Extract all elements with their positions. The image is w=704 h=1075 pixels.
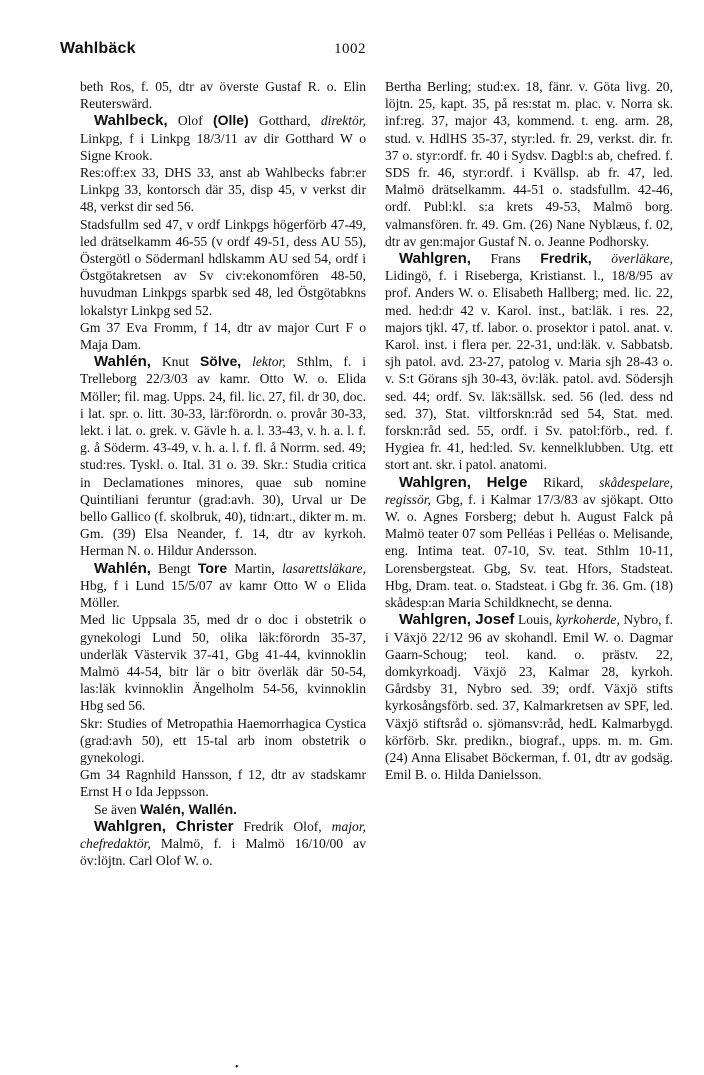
entry-call-name: (Olle)	[212, 112, 249, 129]
entry-wahlgren-helge	[385, 474, 673, 612]
entry-title: major, chefredaktör,	[80, 818, 366, 851]
entry-text: Sthlm, f. i Trelleborg 22/3/03 av kamr. Otto W. o. Elida Möller; fil. mag. Upps. 24, fil. lic. 27, fil. dr 30, doc. i lat. spr. o. litt. 30-33, lär:förordn. o. provår 30-33, lekt. i lat. o. grek. v. Gävle h. a. l. 33-43, v. h. a. l. f. g. å Söderm. 43-49, v. h. a. l. f. fl. å Norrm. sed. 49; stud:res. Tyskl. o. Ital. 31 o. 39. Skr.: Studia critica in Declamationes minores, quae sub nomine Quintiliani feruntur (grad:avh. 30), Urval ur De bello Gallico (f. skolbruk, 40), tidn:art., dikter m. m. Gm. (39) Elsa Neander, f. 14, dtr av kyrkoh. Herman N. o. Hildur Andersson.	[80, 354, 367, 559]
entry-text: beth Ros, f. 05, dtr av överste Gustaf R. o. Elin Reuterswärd.	[80, 79, 366, 112]
entry-text: Linkpg, f i Linkpg 18/3/11 av dir Gotthard W o Signe Krook.	[80, 130, 366, 163]
entry-wahlen-knut	[80, 353, 366, 559]
page-number: 1002	[334, 41, 366, 57]
page-header	[60, 40, 640, 64]
entry-given-name: Olof	[177, 113, 203, 129]
entry-surname: Wahlgren,	[399, 250, 471, 268]
entry-text: Hbg, f i Lund 15/5/07 av kamr Otto W o Elida Möller.	[80, 577, 366, 611]
footer-mark: •	[235, 1062, 239, 1073]
entry-title: skådespelare, regissör,	[385, 474, 674, 507]
entry-wahlgren-christer	[80, 818, 366, 870]
entry-paragraph: Stadsfullm sed 47, v ordf Linkpgs högerförb 47-49, led drätselkamm 46-55 (v ordf 49-51, dess AU 55), Östergötl o Södermanl hdlskamm AU sed 54, ordf i Östgötakretsen av Sv civ:ekonomfören 48-50, huvudman Linkpgs sparbk sed 48, led Östgötabkns lokalstyr Linkpg sed 52.	[80, 216, 366, 318]
entry-call-name: Sölve,	[199, 353, 242, 370]
entry-given-name: Bengt	[158, 560, 191, 576]
entry-continuation	[80, 78, 366, 112]
see-also-prefix: Se även	[94, 801, 137, 817]
entry-text: Fredrik Olof,	[243, 818, 322, 834]
entry-surname: Wahlgren, Josef	[399, 611, 515, 629]
see-also-names: Walén, Wallén.	[140, 800, 238, 817]
entry-call-name: Tore	[197, 559, 228, 576]
entry-title: lasarettsläkare,	[282, 560, 366, 576]
running-head: Wahlbäck	[60, 40, 136, 57]
entry-paragraph: Gm 37 Eva Fromm, f 14, dtr av major Curt F o Maja Dam.	[80, 319, 366, 353]
entry-continuation: Bertha Berling; stud:ex. 18, fänr. v. Göta livg. 20, löjtn. 25, kapt. 35, på res:stat m. plac. v. Norra sk. inf:reg. 37, major 43, kommend. t. eng. arm. 28, stud. v. HdlHS 35-37, styr:led. fr. 29, verkst. dir. fr. 37 o. styr:ordf. fr. 40 i Sydsv. Dagbl:s ab, chefred. f. SDS fr. 46, styr:ordf. i Kvällsp. ab fr. 47, led. Malmö drätselkamm. 44-51 o. stadsfullm. 42-46, ordf. Publ:kl. s:a krets 49-53, Malmö borg. valmansfören. fr. 49. Gm. (26) Nane Nyblæus, f. 02, dtr av gen:major Gustaf N. o. Jeanne Podhorsky.	[385, 79, 673, 249]
entry-title: lektor,	[252, 354, 286, 370]
right-column	[385, 78, 673, 783]
entry-paragraph: Med lic Uppsala 35, med dr o doc i obstetrik o gynekologi Lund 50, olika läk:förordn 35-37, underläk Västervik 37-41, Gbg 41-44, kvinnoklin Malmö 44-54, bitr lär o bitr överläk där 50-54, las:läk kvinnoklin Ängelholm 54-56, kvinnoklin Hbg sed 56.	[80, 612, 366, 714]
entry-surname: Wahlén,	[94, 353, 151, 371]
entry-surname: Wahlbeck,	[94, 112, 168, 130]
entry-given-name: Knut	[161, 354, 190, 370]
entry-text: Martin,	[234, 560, 275, 576]
entry-wahlen-bengt	[80, 560, 366, 612]
entry-text: Gotthard,	[258, 113, 311, 129]
entry-title: direktör,	[320, 113, 367, 129]
entry-given-name: Christer	[175, 817, 234, 835]
entry-wahlbeck-olof	[80, 112, 366, 164]
entry-title: kyrkoherde,	[555, 612, 620, 628]
entry-surname: Wahlgren,	[399, 473, 471, 491]
entry-call-name: Fredrik,	[540, 250, 592, 267]
entry-given-name: Helge	[486, 473, 528, 491]
entry-text: Louis,	[517, 612, 553, 628]
entry-text: Rikard,	[543, 474, 584, 490]
entry-text: Nybro, f. i Växjö 22/12 96 av skohandl. Emil W. o. Dagmar Gaarn-Schoug; teol. kand. o. prästv. 22, domkyrkoadj. Växjö 23, Kalmar 28, kyrkoh. Gårdsby 31, Nybro sed. 39; ordf. Växjö stifts kyrkosångsförb. sed. 37, Kalmarkretsen av SPF, led. Växjö stiftsråd o. sjömansv:råd, hedL Kalmarbygd. körförb. Skr. predikn., biograf., upps. m. m. Gm. (24) Anna Elisabet Böckerman, f. 01, dtr av godsäg. Emil B. o. Hilda Danielsson.	[385, 612, 673, 783]
entry-paragraph: Res:off:ex 33, DHS 33, anst ab Wahlbecks fabr:er Linkpg 33, kontorsch där 35, disp 45, v verkst dir 48, verkst dir sed 56.	[80, 165, 366, 215]
entry-text: Lidingö, f. i Riseberga, Kristianst. l., 18/8/95 av prof. Anders W. o. Elisabeth Hallberg; med. lic. 22, med. hed:dr 42 v. Karol. inst., bat:läk. i res. 22, majors tjkl. 47, tf. labor. o. prosektor i patol. anat. v. Karol. inst. i flera per. 22-31, und:läk. v. Sabbatsb. sjh patol. avd. 23-27, patolog v. Maria sjh 28-43 o. v. S:t Görans sjh 30-43, öv:läk. patol. avd. Södersjh sed. 44; ordf. Sv. läk:sällsk. sed. 56 (led. dess nd sed. 37), Stat. viltforskn:råd sed 54, Stat. med. forskn:råd sed. 55, ordf. i Sv. patol:förb., red. f. Hygiea fr. 41, hed:led. Sv. kennelklubben. Utg. ett stort ant. skr. i patol. anatomi.	[385, 268, 673, 473]
entry-paragraph: Gm 34 Ragnhild Hansson, f 12, dtr av stadskamr Ernst H o Ida Jeppsson.	[80, 767, 366, 800]
entry-surname: Wahlgren,	[94, 817, 166, 835]
entry-text: Gbg, f. i Kalmar 17/3/83 av sjökapt. Otto W. o. Agnes Forsberg; debut h. August Falck på Malmö teater 07 som Pelléas i Pelléas o. Melisande, eng. Intima teat. 07-10, Sv. teat. Sthlm 10-11, Lorensbergsteat. Gbg, Sv. teat. Hfors, Stadsteat. Hbg, Dram. teat. o. Stadsteat. i Gbg fr. 36. Gm. (18) skådesp:an Maria Schildknecht, se denna.	[385, 491, 673, 611]
entry-title: överläkare,	[611, 251, 673, 267]
left-column	[80, 78, 366, 869]
entry-surname: Wahlén,	[94, 559, 151, 577]
entry-wahlgren-frans	[385, 250, 673, 474]
see-also	[80, 801, 366, 818]
entry-paragraph: Skr: Studies of Metropathia Haemorrhagica Cystica (grad:avh 50), ett 15-tal arb inom obstetrik o gynekologi.	[80, 715, 366, 765]
entry-wahlgren-josef	[385, 611, 673, 783]
entry-text: Malmö, f. i Malmö 16/10/00 av öv:löjtn. Carl Olof W. o.	[80, 835, 366, 869]
entry-given-name: Frans	[490, 251, 521, 267]
